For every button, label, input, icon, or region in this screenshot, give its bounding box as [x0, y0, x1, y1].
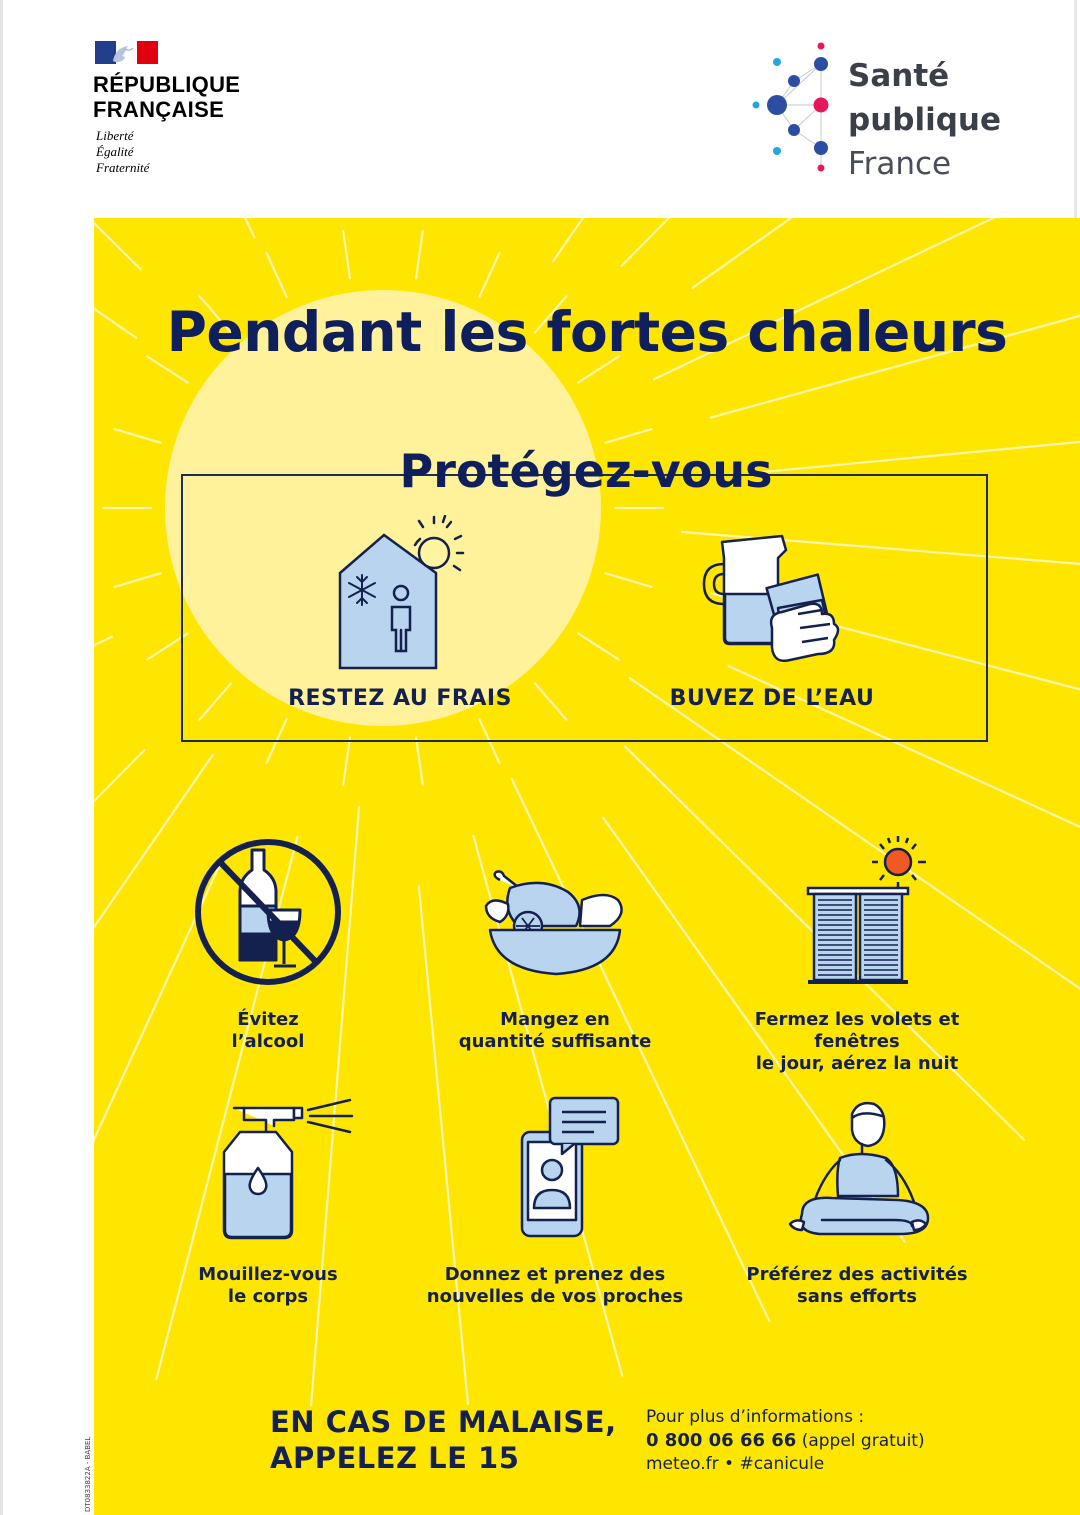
advice-avoid-alcohol-label: Évitez l’alcool: [231, 1009, 305, 1052]
sun-ray: [553, 218, 894, 261]
print-reference: [80, 1412, 94, 1512]
food-bowl-icon: [482, 870, 628, 978]
no-alcohol-icon: [192, 838, 344, 990]
advice-wet-body-label: Mouillez-vous le corps: [198, 1264, 338, 1307]
info-links: meteo.fr • #canicule: [646, 1454, 825, 1474]
info-phone-number: 0 800 06 66 66: [646, 1430, 797, 1451]
sun-ray: [94, 750, 144, 1149]
water-jug-icon: [698, 528, 844, 670]
sun-ray: [94, 755, 213, 1249]
phone-message-icon: [518, 1096, 622, 1240]
advice-eat-enough-label: Mangez en quantité suffisante: [458, 1009, 652, 1052]
advice-drink-water-label: BUVEZ DE L’EAU: [669, 686, 875, 711]
sun-ray-short: [479, 253, 499, 297]
meditation-icon: [782, 1096, 936, 1240]
shutters-icon: [800, 832, 934, 986]
sun-ray: [693, 218, 1080, 288]
marianne-flag-icon: [95, 41, 158, 64]
republique-motto: Liberté Égalité Fraternité: [96, 128, 150, 175]
sun-ray: [761, 423, 1080, 472]
sante-publique-france-logo-icon: [750, 40, 840, 174]
info-block: [646, 1406, 925, 1476]
sun-ray: [94, 637, 112, 895]
advice-check-relatives-label: Donnez et prenez des nouvelles de vos proches: [426, 1264, 684, 1307]
info-phone-note: (appel gratuit): [801, 1431, 925, 1451]
sun-ray: [94, 218, 141, 269]
print-reference-code: DT0833822A - BABEL: [84, 1436, 92, 1512]
poster-subtitle: Protégez-vous: [399, 444, 773, 498]
agency-line-2: publique: [848, 102, 1001, 138]
agency-line-1: Santé: [848, 58, 950, 94]
sun-ray-short: [343, 231, 350, 279]
sun-ray: [622, 218, 1015, 266]
sun-ray-short: [114, 429, 160, 443]
sun-ray-short: [416, 738, 423, 786]
header-edge: [1074, 0, 1077, 218]
house-snowflake-icon: [330, 515, 465, 673]
advice-shutters-label: Fermez les volets et fenêtres le jour, aérez la nuit: [754, 1009, 960, 1074]
page-edge: [0, 0, 3, 1515]
spray-bottle-icon: [218, 1096, 358, 1244]
sante-publique-france-wordmark: [848, 54, 1001, 186]
advice-stay-cool-label: RESTEZ AU FRAIS: [288, 686, 512, 711]
sun-ray: [419, 886, 468, 1404]
agency-line-3: France: [848, 146, 952, 182]
info-intro: Pour plus d’informations :: [646, 1407, 865, 1427]
phone-line: [646, 1429, 925, 1453]
sun-ray-short: [416, 231, 423, 279]
sun-ray-short: [267, 253, 287, 297]
sun-ray-short: [114, 573, 160, 587]
poster-title: Pendant les fortes chaleurs: [166, 300, 1008, 364]
emergency-call-text: EN CAS DE MALAISE, APPELEZ LE 15: [270, 1405, 617, 1475]
republique-francaise-name: RÉPUBLIQUE FRANÇAISE: [93, 72, 241, 122]
sun-ray: [94, 218, 254, 237]
sun-ray-short: [343, 738, 350, 786]
advice-low-effort-label: Préférez des activités sans efforts: [746, 1264, 968, 1307]
